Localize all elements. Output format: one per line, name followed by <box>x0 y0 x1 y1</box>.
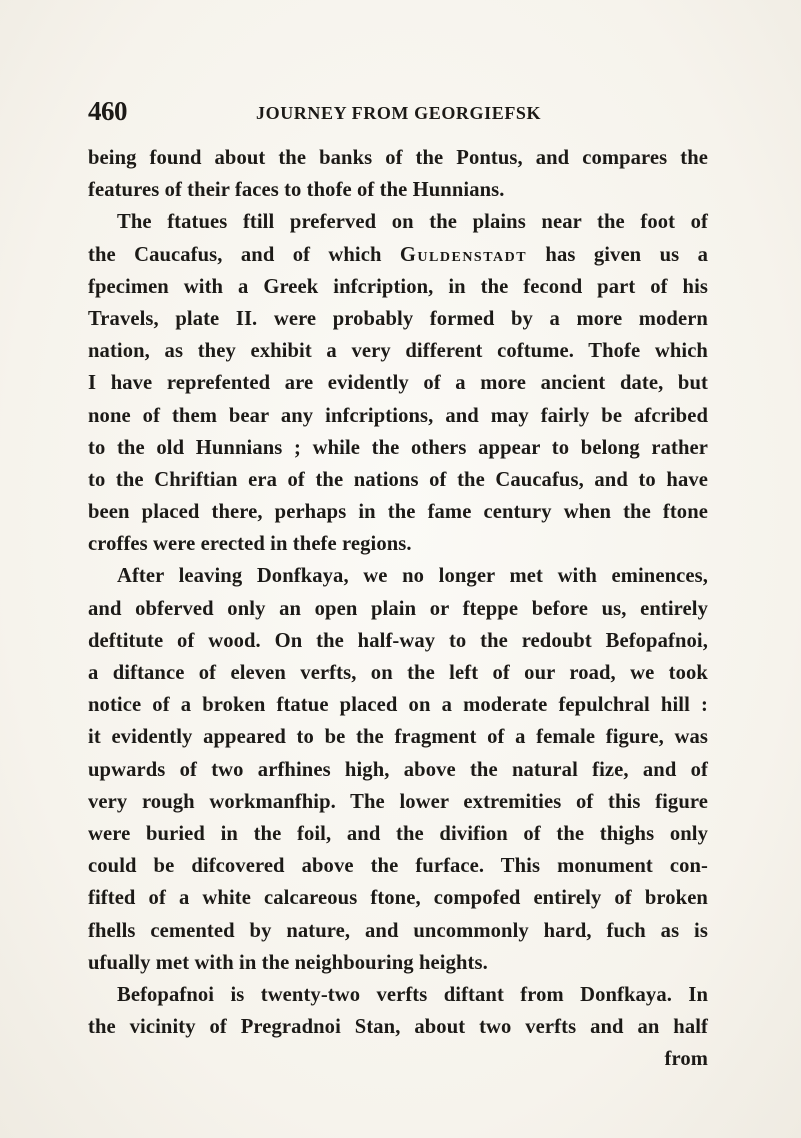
text-line: the vicinity of Pregradnoi Stan, about two verfts and an half <box>88 1016 708 1039</box>
running-head: JOURNEY FROM GEORGIEFSK <box>256 103 542 123</box>
text-line: After leaving Donfkaya, we no longer met with eminences, <box>117 565 708 588</box>
text-line: features of their faces to thofe of the Hunnians. <box>88 179 505 202</box>
text-line: ufually met with in the neighbouring heights. <box>88 951 488 974</box>
text-line: fpecimen with a Greek infcription, in the fecond part of his <box>88 275 708 298</box>
text-line: I have reprefented are evidently of a more ancient date, but <box>88 372 708 395</box>
text-line: could be difcovered above the furface. This monument con- <box>88 855 708 878</box>
text-line <box>88 239 708 271</box>
text-line: to the old Hunnians ; while the others appear to belong rather <box>88 436 708 459</box>
author-name: Guldenstadt <box>399 243 528 266</box>
text-line: none of them bear any infcriptions, and may fairly be afcribed <box>88 404 708 427</box>
text-segment: has given us a <box>545 243 708 266</box>
text-line: to the Chriftian era of the nations of the Caucafus, and to have <box>88 468 708 491</box>
text-line: a diftance of eleven verfts, on the left of our road, we took <box>88 662 708 684</box>
text-line: being found about the banks of the Pontus, and compares the <box>88 147 708 169</box>
text-line: Travels, plate II. were probably formed by a more modern <box>88 307 708 330</box>
page-number: 460 <box>88 96 127 126</box>
text-line: it evidently appeared to be the fragment of a female figure, was <box>88 726 708 749</box>
text-line: Befopafnoi is twenty-two verfts diftant from Donfkaya. In <box>117 983 708 1006</box>
text-segment: the Caucafus, and of which <box>88 243 382 266</box>
text-line: been placed there, perhaps in the fame century when the ftone <box>88 501 708 524</box>
text-line: upwards of two arfhines high, above the natural fize, and of <box>88 758 708 781</box>
text-line: deftitute of wood. On the half-way to the redoubt Befopafnoi, <box>88 629 708 652</box>
text-line: fifted of a white calcareous ftone, compofed entirely of broken <box>88 887 708 910</box>
text-line: The ftatues ftill preferved on the plains near the foot of <box>117 211 708 234</box>
text-line: fhells cemented by nature, and uncommonly hard, fuch as is <box>88 919 708 942</box>
text-line: very rough workmanfhip. The lower extremities of this figure <box>88 790 708 813</box>
text-line: were buried in the foil, and the divifion of the thighs only <box>88 822 708 845</box>
text-line: and obferved only an open plain or fteppe before us, entirely <box>88 597 708 620</box>
catchword: from <box>664 1048 708 1071</box>
text-line: notice of a broken ftatue placed on a moderate fepulchral hill : <box>88 694 708 717</box>
body-text <box>88 142 708 1075</box>
text-line: croffes were erected in thefe regions. <box>88 533 412 556</box>
text-line: nation, as they exhibit a very different coftume. Thofe which <box>88 340 708 363</box>
page-header <box>88 96 728 130</box>
